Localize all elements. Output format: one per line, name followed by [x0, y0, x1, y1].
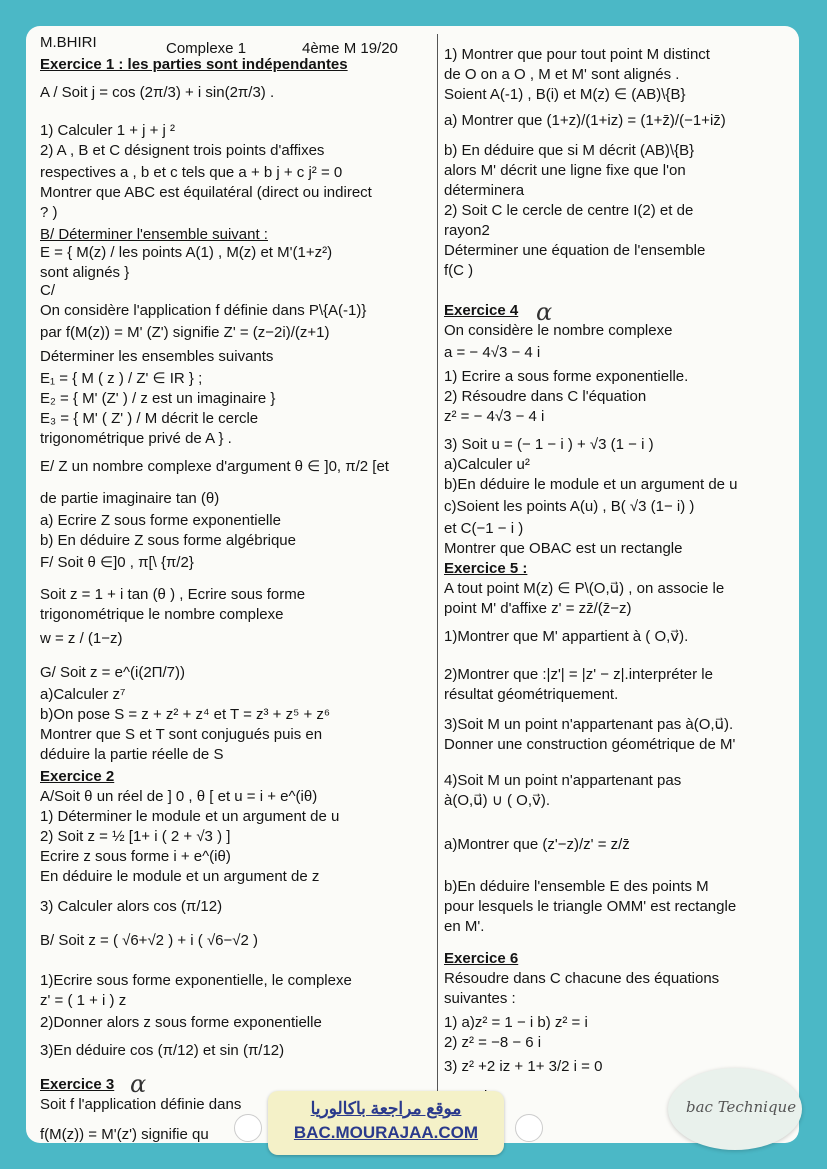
- left-line: trigonométrique privé de A } .: [40, 430, 232, 447]
- column-divider: [437, 34, 438, 1134]
- right-line: b)En déduire l'ensemble E des points M: [444, 878, 709, 895]
- right-line: alors M' décrit une ligne fixe que l'on: [444, 162, 686, 179]
- left-line: w = z / (1−z): [40, 630, 123, 647]
- right-line: point M' d'affixe z' = zz̄/(z̄−z): [444, 600, 632, 617]
- left-line: a) Ecrire Z sous forme exponentielle: [40, 512, 281, 529]
- right-line: déterminera: [444, 182, 525, 199]
- right-line: à(O,u⃗) ∪ ( O,v⃗).: [444, 792, 551, 809]
- right-line: Déterminer une équation de l'ensemble: [444, 242, 706, 259]
- right-line: 1) Ecrire a sous forme exponentielle.: [444, 368, 689, 385]
- right-line: 3) z² +2 iz + 1+ 3/2 i = 0: [444, 1058, 603, 1075]
- right-line: b)En déduire le module et un argument de u: [444, 476, 738, 493]
- left-line: a)Calculer z⁷: [40, 686, 126, 703]
- left-line: Exercice 2: [40, 768, 115, 785]
- right-line: 1) Montrer que pour tout point M distinct: [444, 46, 710, 63]
- left-line: 1) Déterminer le module et un argument de u: [40, 808, 340, 825]
- right-line: Donner une construction géométrique de M': [444, 736, 736, 753]
- left-line: Déterminer les ensembles suivants: [40, 348, 274, 365]
- right-line: 3) Soit u = (− 1 − i ) + √3 (1 − i ): [444, 436, 654, 453]
- left-line: 2) A , B et C désignent trois points d'affixes: [40, 142, 325, 159]
- right-line: 1) a)z² = 1 − i b) z² = i: [444, 1014, 588, 1031]
- right-line: Exercice 4: [444, 302, 519, 319]
- header-author: M.BHIRI: [40, 34, 97, 51]
- left-line: Exercice 1 : les parties sont indépendantes: [40, 56, 348, 73]
- header-title: Complexe 1: [166, 40, 247, 57]
- right-line: résultat géométriquement.: [444, 686, 619, 703]
- right-line: et C(−1 − i ): [444, 520, 524, 537]
- site-banner-arabic[interactable]: موقع مراجعة باكالوريا: [310, 1099, 462, 1118]
- right-line: 2)Montrer que :|z'| = |z' − z|.interpréter le: [444, 666, 713, 683]
- left-line: E = { M(z) / les points A(1) , M(z) et M'(1+z²): [40, 244, 333, 261]
- right-line: 2) Résoudre dans C l'équation: [444, 388, 647, 405]
- left-line: Soit z = 1 + i tan (θ ) , Ecrire sous forme: [40, 586, 306, 603]
- left-line: Soit f l'application définie dans: [40, 1096, 242, 1113]
- left-line: A/Soit θ un réel de ] 0 , θ [ et u = i + e^(iθ): [40, 788, 318, 805]
- right-line: Soient A(-1) , B(i) et M(z) ∈ (AB)\{B}: [444, 86, 686, 103]
- right-line: A tout point M(z) ∈ P\(O,u⃗) , on associe le: [444, 580, 725, 597]
- left-line: 3) Calculer alors cos (π/12): [40, 898, 223, 915]
- right-line: z² = − 4√3 − 4 i: [444, 408, 545, 425]
- left-line: 2)Donner alors z sous forme exponentielle: [40, 1014, 322, 1031]
- stamp-text: bac Technique: [686, 1098, 797, 1116]
- right-line: a)Montrer que (z'−z)/z' = z/z̄: [444, 836, 630, 853]
- header-level: 4ème M 19/20: [302, 40, 398, 57]
- left-line: B/ Soit z = ( √6+√2 ) + i ( √6−√2 ): [40, 932, 259, 949]
- right-line: a)Calculer u²: [444, 456, 530, 473]
- left-line: E/ Z un nombre complexe d'argument θ ∈ ]0, π/2 [et: [40, 458, 389, 475]
- left-line: G/ Soit z = e^(i(2Π/7)): [40, 664, 185, 681]
- right-line: 1)Montrer que M' appartient à ( O,v⃗).: [444, 628, 689, 645]
- right-line: 4)Soit M un point n'appartenant pas: [444, 772, 682, 789]
- right-line: c)Soient les points A(u) , B( √3 (1− i) ): [444, 498, 695, 515]
- right-line: Résoudre dans C chacune des équations: [444, 970, 720, 987]
- left-line: 1)Ecrire sous forme exponentielle, le complexe: [40, 972, 352, 989]
- left-line: On considère l'application f définie dans P\{A(-1)}: [40, 302, 367, 319]
- left-line: b) En déduire Z sous forme algébrique: [40, 532, 296, 549]
- right-line: en M'.: [444, 918, 485, 935]
- right-line: 2) Soit C le cercle de centre I(2) et de: [444, 202, 694, 219]
- left-line: z' = ( 1 + i ) z: [40, 992, 127, 1009]
- left-line: En déduire le module et un argument de z: [40, 868, 320, 885]
- left-line: B/ Déterminer l'ensemble suivant :: [40, 226, 268, 243]
- right-line: a) Montrer que (1+z)/(1+iz) = (1+z̄)/(−1+iz̄): [444, 112, 726, 129]
- left-line: F/ Soit θ ∈]0 , π[\ {π/2}: [40, 554, 194, 571]
- left-line: C/: [40, 282, 55, 299]
- left-line: 2) Soit z = ½ [1+ i ( 2 + √3 ) ]: [40, 828, 231, 845]
- right-line: de O on a O , M et M' sont alignés .: [444, 66, 680, 83]
- left-line: par f(M(z)) = M' (Z') signifie Z' = (z−2i)/(z+1): [40, 324, 330, 341]
- left-line: E₂ = { M' (Z' ) / z est un imaginaire }: [40, 390, 276, 407]
- left-line: ? ): [40, 204, 58, 221]
- right-line: Montrer que OBAC est un rectangle: [444, 540, 683, 557]
- handwritten-mark: α: [536, 298, 553, 326]
- left-line: sont alignés }: [40, 264, 130, 281]
- logo-icon: [234, 1114, 262, 1142]
- logo-icon: [515, 1114, 543, 1142]
- right-line: Exercice 6: [444, 950, 519, 967]
- left-line: 1) Calculer 1 + j + j ²: [40, 122, 176, 139]
- right-line: Exercice 5 :: [444, 560, 528, 577]
- left-line: déduire la partie réelle de S: [40, 746, 224, 763]
- left-line: 3)En déduire cos (π/12) et sin (π/12): [40, 1042, 285, 1059]
- right-line: rayon2: [444, 222, 490, 239]
- left-line: Ecrire z sous forme i + e^(iθ): [40, 848, 231, 865]
- left-line: E₁ = { M ( z ) / Z' ∈ IR } ;: [40, 370, 203, 387]
- left-line: f(M(z)) = M'(z') signifie qu: [40, 1126, 209, 1143]
- right-line: 2) z² = −8 − 6 i: [444, 1034, 542, 1051]
- left-line: Montrer que S et T sont conjugués puis en: [40, 726, 323, 743]
- right-line: pour lesquels le triangle OMM' est rectangle: [444, 898, 737, 915]
- left-line: Exercice 3: [40, 1076, 115, 1093]
- right-line: 3)Soit M un point n'appartenant pas à(O,u⃗).: [444, 716, 734, 733]
- left-line: b)On pose S = z + z² + z⁴ et T = z³ + z⁵ + z⁶: [40, 706, 331, 723]
- watermark-stamp: [668, 1068, 802, 1150]
- left-line: trigonométrique le nombre complexe: [40, 606, 284, 623]
- left-line: A / Soit j = cos (2π/3) + i sin(2π/3) .: [40, 84, 275, 101]
- left-line: respectives a , b et c tels que a + b j + c j² = 0: [40, 164, 343, 181]
- right-line: f(C ): [444, 262, 474, 279]
- left-line: Montrer que ABC est équilatéral (direct ou indirect: [40, 184, 372, 201]
- right-line: b) En déduire que si M décrit (AB)\{B}: [444, 142, 695, 159]
- right-line: On considère le nombre complexe: [444, 322, 673, 339]
- right-line: suivantes :: [444, 990, 516, 1007]
- left-line: E₃ = { M' ( Z' ) / M décrit le cercle: [40, 410, 259, 427]
- right-line: a = − 4√3 − 4 i: [444, 344, 541, 361]
- handwritten-mark: α: [130, 1070, 147, 1098]
- site-banner-url[interactable]: BAC.MOURAJAA.COM: [293, 1123, 479, 1142]
- site-banner[interactable]: [268, 1091, 504, 1155]
- left-line: de partie imaginaire tan (θ): [40, 490, 220, 507]
- exam-sheet: [26, 26, 799, 1143]
